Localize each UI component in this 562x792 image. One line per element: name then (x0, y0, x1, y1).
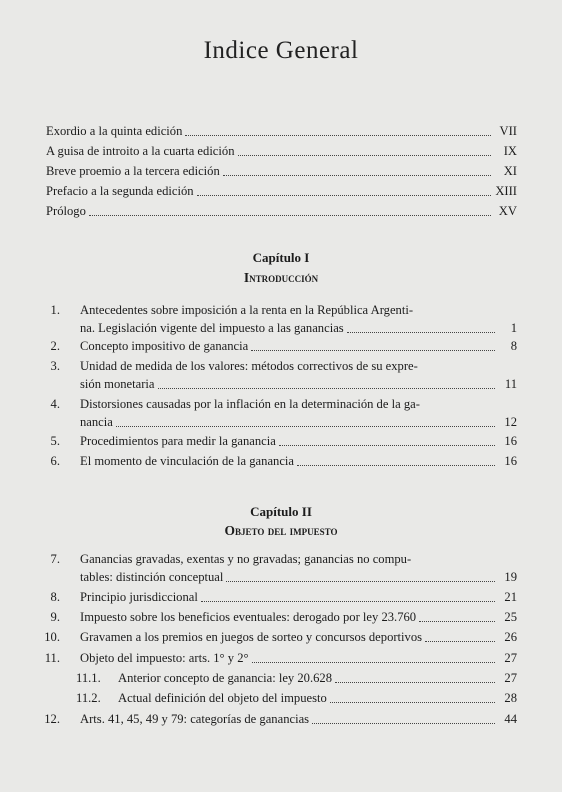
entry-number: 2. (50, 339, 60, 353)
entry-text: Impuesto sobre los beneficios eventuales: derogado por ley 23.760 (80, 610, 417, 624)
page-title: Indice General (203, 37, 359, 64)
entry-text: Unidad de medida de los valores: métodos correctivos de su expre- (80, 359, 418, 373)
entry-text: Objeto del impuesto: arts. 1° y 2° (80, 651, 249, 665)
toc-entry (0, 670, 562, 688)
entry-number: 11.1. (76, 671, 101, 685)
entry-text: Distorsiones causadas por la inflación en la determinación de la ga- (80, 397, 420, 411)
entry-number: 4. (50, 397, 60, 411)
entry-number: 7. (50, 552, 60, 566)
dot-leader (330, 702, 495, 703)
entry-text: Gravamen a los premios en juegos de sorteo y concursos deportivos (80, 630, 423, 644)
page-number: XI (503, 164, 517, 178)
dot-leader (335, 682, 495, 683)
toc-entry (0, 453, 562, 471)
dot-leader (158, 388, 496, 389)
dot-leader (251, 350, 495, 351)
entry-text: Anterior concepto de ganancia: ley 20.628 (118, 671, 333, 685)
chapter-2-label: Capítulo II (250, 504, 312, 519)
page-number: 16 (504, 434, 517, 448)
entry-number: 8. (50, 590, 60, 604)
dot-leader (252, 662, 495, 663)
page-number: 12 (504, 415, 517, 429)
toc-entry (0, 609, 562, 627)
dot-leader (312, 723, 495, 724)
entry-text: Prólogo (46, 204, 86, 218)
toc-entry (0, 711, 562, 729)
page-number: 16 (504, 454, 517, 468)
dot-leader (297, 465, 495, 466)
entry-text: Ganancias gravadas, exentas y no gravadas; ganancias no compu- (80, 552, 412, 566)
page-number: 27 (504, 651, 517, 665)
entry-text: El momento de vinculación de la ganancia (80, 454, 295, 468)
page-number: 11 (504, 377, 517, 391)
entry-text-continued: sión monetaria (80, 377, 155, 391)
entry-number: 6. (50, 454, 60, 468)
dot-leader (223, 175, 491, 176)
entry-number: 9. (50, 610, 60, 624)
entry-text: Exordio a la quinta edición (46, 124, 183, 138)
entry-number: 1. (50, 303, 60, 317)
entry-text: Actual definición del objeto del impuesto (118, 691, 327, 705)
dot-leader (238, 155, 492, 156)
entry-text: Principio jurisdiccional (80, 590, 198, 604)
dot-leader (116, 426, 495, 427)
page-number: 28 (504, 691, 517, 705)
chapter-1-label: Capítulo I (252, 250, 310, 265)
toc-entry (0, 690, 562, 708)
chapter-2-name: Objeto del impuesto (224, 523, 338, 538)
toc-entry (0, 629, 562, 647)
entry-number: 11.2. (76, 691, 101, 705)
entry-text: A guisa de introito a la cuarta edición (46, 144, 235, 158)
toc-entry (0, 589, 562, 607)
entry-text: Breve proemio a la tercera edición (46, 164, 220, 178)
page-number: 27 (504, 671, 517, 685)
page-number: VII (499, 124, 517, 138)
entry-text-continued: nancia (80, 415, 113, 429)
dot-leader (279, 445, 495, 446)
dot-leader (185, 135, 491, 136)
page-number: XIII (495, 184, 517, 198)
page-number: 44 (504, 712, 517, 726)
entry-number: 5. (50, 434, 60, 448)
page-number: IX (503, 144, 517, 158)
entry-number: 10. (44, 630, 60, 644)
chapter-1-name: Introducción (243, 270, 319, 285)
page-number: 1 (510, 321, 517, 335)
entry-text: Antecedentes sobre imposición a la renta en la República Argenti- (80, 303, 414, 317)
dot-leader (89, 215, 491, 216)
toc-entry (0, 650, 562, 668)
dot-leader (425, 641, 495, 642)
page-number: 8 (510, 339, 517, 353)
entry-number: 11. (44, 651, 60, 665)
dot-leader (226, 581, 495, 582)
dot-leader (419, 621, 495, 622)
page-number: 25 (504, 610, 517, 624)
entry-text-continued: tables: distinción conceptual (80, 570, 224, 584)
toc-entry (0, 302, 562, 338)
toc-entry (0, 338, 562, 356)
entry-text: Concepto impositivo de ganancia (80, 339, 249, 353)
dot-leader (197, 195, 491, 196)
entry-text: Arts. 41, 45, 49 y 79: categorías de ganancias (80, 712, 310, 726)
toc-entry (0, 358, 562, 394)
entry-text: Procedimientos para medir la ganancia (80, 434, 276, 448)
page-number: 26 (504, 630, 517, 644)
entry-number: 3. (50, 359, 60, 373)
entry-text-continued: na. Legislación vigente del impuesto a las ganancias (80, 321, 344, 335)
page-number: XV (498, 204, 517, 218)
toc-entry (0, 433, 562, 451)
dot-leader (201, 601, 495, 602)
page-number: 19 (504, 570, 517, 584)
entry-number: 12. (44, 712, 60, 726)
page-number: 21 (504, 590, 517, 604)
toc-entry (0, 396, 562, 432)
toc-entry (0, 551, 562, 587)
dot-leader (347, 332, 495, 333)
entry-text: Prefacio a la segunda edición (46, 184, 194, 198)
